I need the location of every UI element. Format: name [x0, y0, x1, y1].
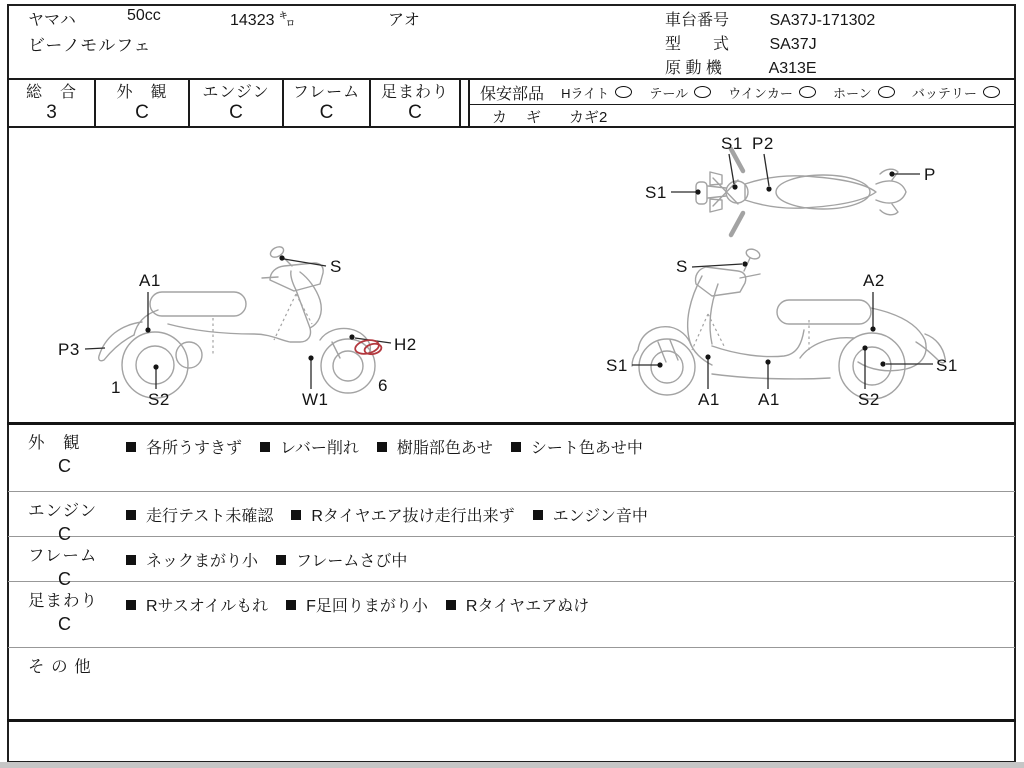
- section-label-block: [8, 649, 208, 719]
- label-s: S: [330, 257, 342, 276]
- mirror: [745, 247, 761, 260]
- safety-item-name: バッテリー: [911, 85, 977, 101]
- handlebar-pod: [695, 267, 745, 296]
- comment-text: レバー削れ: [280, 440, 359, 457]
- label-num-front: 6: [378, 376, 388, 395]
- bullet-square-icon: [126, 442, 136, 452]
- bullet-square-icon: [126, 510, 136, 520]
- bullet-square-icon: [276, 555, 286, 565]
- rating-cell-frame: [282, 78, 371, 128]
- mirror: [710, 199, 722, 212]
- safety-item-name: ホーン: [833, 85, 872, 101]
- scan-edge: [0, 762, 1024, 768]
- comment-item: [126, 503, 273, 526]
- divider: [8, 491, 1015, 492]
- safety-item-winker: [728, 83, 816, 102]
- section-grade: C: [58, 456, 71, 476]
- section-name: フレーム: [28, 547, 98, 565]
- section-label-block: [8, 538, 126, 589]
- label-s1-side: S1: [645, 183, 667, 202]
- comment-text: シート色あせ中: [530, 440, 643, 457]
- status-circle-icon: [799, 86, 816, 98]
- key-label: カ ギ: [492, 108, 544, 126]
- comment-text: ネックまがり小: [146, 553, 259, 570]
- rear-flap: [880, 204, 898, 215]
- bullet-square-icon: [446, 600, 456, 610]
- rating-label: 総 合: [25, 83, 77, 101]
- label-a1: A1: [139, 271, 161, 290]
- label-s2: S2: [858, 390, 880, 409]
- rating-value: C: [408, 101, 422, 123]
- comment-item: [126, 548, 258, 571]
- label-s1-rear: S1: [936, 356, 958, 375]
- section-grade: C: [58, 614, 71, 634]
- label-p2: P2: [752, 134, 774, 153]
- section-label-block: [8, 493, 126, 544]
- section-exterior: [8, 425, 1015, 491]
- panel-lines: [213, 294, 312, 356]
- displacement: 50cc: [127, 7, 161, 24]
- mirror: [710, 172, 722, 185]
- divider: [8, 647, 1015, 648]
- rating-value: C: [319, 101, 334, 123]
- comment-text: 樹脂部色あせ: [396, 440, 493, 457]
- comment-item: [260, 435, 359, 458]
- section-comments: [126, 583, 589, 647]
- key-row: [470, 105, 1014, 127]
- rating-cell-exterior: [94, 78, 190, 128]
- chassis-number-value: SA37J-171302: [769, 12, 876, 29]
- tail: [876, 181, 906, 203]
- label-s1-top: S1: [721, 134, 743, 153]
- comment-item: [126, 593, 268, 616]
- rating-label: エンジン: [202, 83, 270, 101]
- section-name: 足まわり: [28, 592, 98, 610]
- label-s: S: [676, 257, 688, 276]
- comment-item: [533, 503, 648, 526]
- label-p: P: [924, 165, 936, 184]
- rating-label: 足まわり: [380, 83, 449, 101]
- rear-panel: [800, 338, 854, 358]
- section-name: 外 観: [28, 434, 81, 452]
- divider: [8, 536, 1015, 537]
- model-code-row: [665, 31, 817, 54]
- front-wheel-rim: [651, 351, 683, 383]
- comment-text: F足回りまがり小: [306, 598, 428, 615]
- status-circle-icon: [878, 86, 895, 98]
- grip: [262, 277, 278, 278]
- comment-text: Rタイヤエア抜け走行出来ず: [311, 508, 515, 525]
- safety-parts-box: [468, 78, 1016, 128]
- section-comments: [126, 538, 407, 581]
- label-h2: H2: [394, 335, 417, 354]
- rating-value: C: [229, 101, 243, 123]
- status-circle-icon: [694, 86, 711, 98]
- bullet-square-icon: [377, 442, 387, 452]
- section-engine: [8, 493, 1015, 544]
- comment-item: [377, 435, 493, 458]
- bullet-square-icon: [511, 442, 521, 452]
- comment-text: エンジン音中: [552, 508, 648, 525]
- section-comments: [126, 425, 643, 491]
- label-w1: W1: [302, 390, 329, 409]
- bullet-square-icon: [533, 510, 543, 520]
- model-name: ビーノモルフェ: [28, 36, 152, 55]
- section-name: エンジン: [28, 502, 98, 520]
- body-floor: [712, 330, 830, 379]
- section-comments: [126, 493, 648, 536]
- model-code-label: 型 式: [665, 36, 730, 53]
- status-circle-icon: [615, 86, 632, 98]
- rating-cell-engine: [188, 78, 284, 128]
- safety-parts-label: 保安部品: [480, 85, 545, 103]
- section-undercarriage: [8, 583, 1015, 647]
- section-other: [8, 649, 1015, 719]
- section-grade: C: [58, 569, 71, 589]
- rating-cell-overall: [7, 78, 96, 128]
- seat: [150, 292, 246, 316]
- safety-item-name: ウインカー: [728, 85, 793, 101]
- safety-parts-row: [470, 80, 1014, 105]
- engine-code-label: 原 動 機: [665, 60, 722, 77]
- chassis-number-row: [665, 7, 875, 30]
- section-frame: [8, 538, 1015, 589]
- section-name: そ の 他: [28, 658, 92, 676]
- seat: [777, 300, 871, 324]
- scooter-side-view-left: [58, 245, 417, 409]
- body-color: アオ: [388, 12, 420, 29]
- rating-label: 外 観: [116, 83, 168, 101]
- scooter-top-view: [645, 134, 936, 235]
- section-label-block: [8, 425, 126, 491]
- comment-text: Rタイヤエアぬけ: [465, 598, 590, 615]
- comment-item: [286, 593, 428, 616]
- key-value: カギ2: [569, 108, 608, 126]
- label-p3: P3: [58, 340, 80, 359]
- comment-text: 走行テスト未確認: [146, 508, 274, 525]
- safety-item-name: Hライト: [561, 85, 610, 101]
- grip: [740, 274, 760, 278]
- comment-text: 各所うすきず: [146, 440, 243, 457]
- comment-text: フレームさび中: [296, 553, 408, 570]
- bullet-square-icon: [126, 555, 136, 565]
- bullet-square-icon: [126, 600, 136, 610]
- section-grade: C: [58, 524, 71, 544]
- label-s1-front: S1: [606, 356, 628, 375]
- damage-diagram: [8, 128, 1016, 423]
- chassis-number-label: 車台番号: [665, 12, 730, 29]
- safety-item-horn: [833, 83, 895, 102]
- rear-fender: [99, 322, 142, 361]
- front-wheel-rim: [333, 351, 363, 381]
- comment-item: [126, 435, 242, 458]
- status-circle-icon: [983, 86, 1000, 98]
- divider: [8, 581, 1015, 582]
- comment-item: [276, 548, 407, 571]
- model-code-value: SA37J: [769, 36, 817, 53]
- rear-wheel-rim: [853, 347, 891, 385]
- safety-item-name: テール: [649, 85, 689, 101]
- scooter-side-view-right: [606, 247, 958, 409]
- label-s2: S2: [148, 390, 170, 409]
- mileage: 14323 ㌔: [230, 12, 295, 29]
- comment-item: [511, 435, 643, 458]
- engine-code-value: A313E: [768, 60, 817, 77]
- engine-case: [176, 342, 202, 368]
- safety-item-taillight: [649, 83, 711, 102]
- section-label-block: [8, 583, 126, 647]
- label-a1-rear: A1: [698, 390, 720, 409]
- rating-value: 3: [46, 101, 57, 123]
- rating-value: C: [135, 101, 149, 123]
- comment-text: Rサスオイルもれ: [146, 598, 269, 615]
- bullet-square-icon: [291, 510, 301, 520]
- front-wheel: [639, 339, 695, 395]
- handlebar-grip: [731, 213, 743, 235]
- ratings-row: [7, 78, 461, 128]
- divider: [7, 719, 1016, 722]
- seat: [776, 175, 870, 209]
- front-apron: [291, 271, 322, 328]
- comment-item: [446, 593, 589, 616]
- damage-mark-h2: [364, 342, 383, 355]
- comment-item: [291, 503, 514, 526]
- engine-code-row: [665, 55, 817, 78]
- maker-name: ヤマハ: [28, 12, 76, 29]
- safety-item-headlight: [561, 83, 632, 102]
- label-a1-front: A1: [758, 390, 780, 409]
- bullet-square-icon: [260, 442, 270, 452]
- bullet-square-icon: [286, 600, 296, 610]
- label-num-rear: 1: [111, 378, 121, 397]
- rating-cell-undercarriage: [369, 78, 461, 128]
- rating-label: フレーム: [292, 83, 361, 101]
- label-a2: A2: [863, 271, 885, 290]
- safety-item-battery: [912, 83, 1000, 102]
